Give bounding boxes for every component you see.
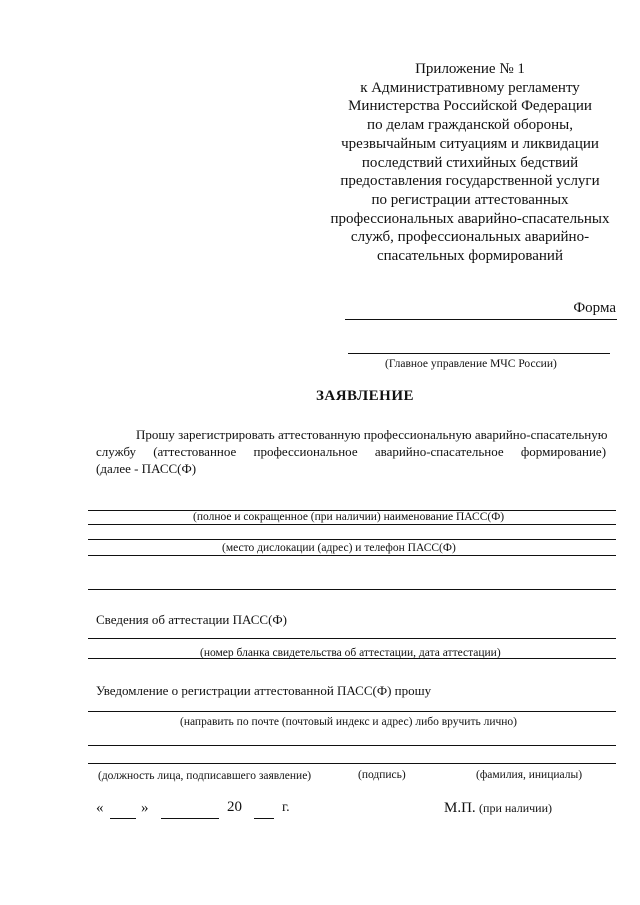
- appendix-line: последствий стихийных бедствий: [361, 154, 579, 171]
- position-caption: (должность лица, подписавшего заявление): [98, 770, 312, 782]
- request-word: формирование): [520, 444, 607, 459]
- document-title: ЗАЯВЛЕНИЕ: [315, 388, 415, 404]
- signature-field-line[interactable]: [88, 763, 616, 764]
- appendix-header: [300, 60, 640, 266]
- date-close-quote: »: [141, 800, 149, 816]
- signature-caption: (подпись): [358, 769, 406, 781]
- certificate-caption: (номер бланка свидетельства об аттестации, дата аттестации): [200, 647, 501, 659]
- date-day-field[interactable]: [110, 818, 136, 819]
- appendix-line: по делам гражданской обороны,: [367, 117, 573, 134]
- appendix-line: профессиональных аварийно-спасательных: [330, 210, 610, 227]
- appendix-line: Приложение № 1: [415, 61, 525, 77]
- pass-name-field-line-2[interactable]: [88, 524, 616, 525]
- pass-name-caption: (полное и сокращенное (при наличии) наименование ПАСС(Ф): [193, 511, 505, 523]
- request-line-2: [96, 444, 606, 460]
- certificate-field-line[interactable]: [88, 638, 616, 639]
- location-field-line-2[interactable]: [88, 555, 616, 556]
- delivery-field-line[interactable]: [88, 711, 616, 712]
- addressee-field-line[interactable]: [348, 353, 610, 354]
- attestation-info-label: Сведения об аттестации ПАСС(Ф): [96, 612, 288, 627]
- request-word: аварийно-спасательное: [374, 444, 504, 459]
- stamp-label: М.П.: [444, 800, 476, 816]
- appendix-line: по регистрации аттестованных: [371, 191, 569, 208]
- stamp-place: [444, 800, 552, 817]
- appendix-line: Министерства Российской Федерации: [348, 98, 592, 115]
- request-line-1: Прошу зарегистрировать аттестованную профессиональную аварийно-спасательную: [136, 427, 608, 442]
- appendix-line: чрезвычайным ситуациям и ликвидации: [341, 135, 599, 152]
- form-underline: [345, 319, 617, 320]
- request-word: профессиональное: [253, 444, 358, 459]
- date-year-suffix: г.: [282, 800, 290, 815]
- appendix-line: спасательных формирований: [377, 248, 563, 265]
- stamp-note: (при наличии): [479, 801, 553, 815]
- surname-caption: (фамилия, инициалы): [476, 769, 583, 781]
- request-line-3: (далее - ПАСС(Ф): [96, 461, 197, 476]
- date-month-field[interactable]: [161, 818, 219, 819]
- certificate-field-line-2[interactable]: [88, 658, 616, 659]
- location-caption: (место дислокации (адрес) и телефон ПАСС(Ф): [222, 542, 456, 554]
- delivery-caption: (направить по почте (почтовый индекс и адрес) либо вручить лично): [180, 716, 517, 728]
- appendix-line: предоставления государственной услуги: [340, 173, 600, 190]
- date-year-prefix: 20: [227, 799, 242, 815]
- request-word: службу: [96, 444, 137, 459]
- request-word: (аттестованное: [153, 444, 237, 459]
- location-field-line[interactable]: [88, 539, 616, 540]
- form-label: Форма: [573, 300, 616, 316]
- delivery-field-line-2[interactable]: [88, 745, 616, 746]
- extra-field-line[interactable]: [88, 589, 616, 590]
- addressee-caption: (Главное управление МЧС России): [385, 358, 557, 370]
- notification-label: Уведомление о регистрации аттестованной ПАСС(Ф) прошу: [96, 683, 432, 698]
- date-open-quote: «: [96, 800, 104, 816]
- appendix-line: служб, профессиональных аварийно-: [350, 229, 590, 246]
- appendix-line: к Административному регламенту: [360, 79, 580, 96]
- date-year-field[interactable]: [254, 818, 274, 819]
